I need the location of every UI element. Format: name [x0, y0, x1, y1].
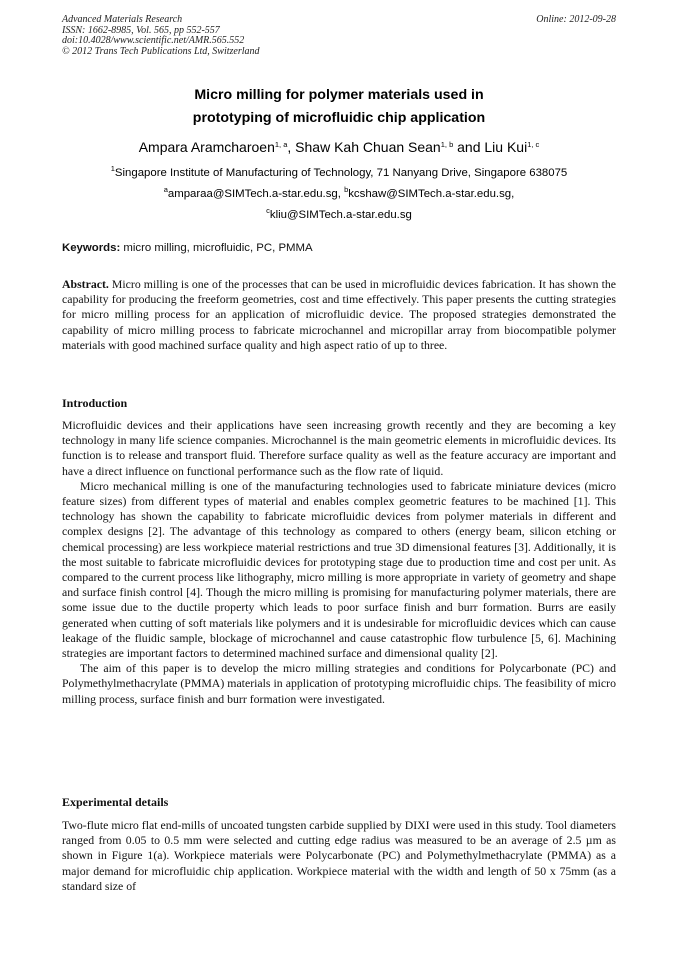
author-2: , Shaw Kah Chuan Sean	[287, 139, 441, 155]
author-2-sup: 1, b	[440, 140, 454, 149]
introduction-section	[62, 418, 616, 707]
institute-text: Singapore Institute of Manufacturing of Technology, 71 Nanyang Drive, Singapore 638075	[114, 167, 568, 179]
title-line-1: Micro milling for polymer materials used in	[194, 87, 484, 103]
email-c-sup: c	[266, 206, 270, 215]
email-a: amparaa@SIMTech.a-star.edu.sg,	[167, 188, 345, 200]
intro-paragraph-2: Micro mechanical milling is one of the manufacturing technologies used to fabricate miniature devices (micro feature sizes) from different types of material and enables complex geometric features to be machined [1]. This technology has shown the capability to fabricate microfluidic devices from polymer materials in different and complex designs [2]. The advantage of this technology as compared to others (energy beam, silicon etching or chemical processing) are less workpiece material restrictions and true 3D dimensional features [3]. Additionally, it is the most suitable to fabricate microfluidic devices for prototyping stage due to production time and cost per unit. As compared to the current process like lithography, micro milling is more appropriate in variety of geometry and shape and surface finish control [4]. Though the micro milling is promising for manufacturing polymer materials, there are some issue due to the ductile property which leads to poor surface finish and burr formation. Burrs are easily generated when cutting of soft materials like polymers and it is undesirable for microfluidic devices which can cause leakage of the fluidic sample, blockage of microchannel and cause catastrophic flow turbulence [5, 6]. Machining strategies are important factors to determined machined surface and dimensional quality [2].	[62, 478, 616, 661]
journal-copyright: © 2012 Trans Tech Publications Ltd, Switzerland	[62, 45, 260, 57]
experimental-section	[62, 818, 616, 894]
email-b: kcshaw@SIMTech.a-star.edu.sg,	[348, 188, 515, 200]
affiliation-email-c	[62, 205, 616, 226]
paper-title	[62, 84, 616, 130]
abstract-text: Micro milling is one of the processes that can be used in microfluidic devices fabrication. It has shown the capability for producing the freeform geometries, cost and time effectively. This paper presents the cutting strategies for micro milling process for an application of microfluidic device. The proposed strategies demonstrated the capability of micro milling process to fabricate microchannel and micropillar array from biocompatible polymer materials with good machined surface quality and high aspect ratio of up to three.	[62, 277, 616, 352]
intro-paragraph-3: The aim of this paper is to develop the micro milling strategies and conditions for Polycarbonate (PC) and Polymethylmethacrylate (PMMA) materials in application of prototyping microfluidic chips. The feasibility of micro milling process, surface finish and burr formation were investigated.	[62, 661, 616, 706]
experimental-heading: Experimental details	[62, 795, 169, 809]
email-a-sup: a	[163, 185, 168, 194]
author-3-sup: 1, c	[527, 140, 540, 149]
intro-paragraph-1: Microfluidic devices and their applications have seen increasing growth recently and they are becoming a key technology in many life science companies. Microchannel is the main geometric elements in microfluidic devices. Its function is to release and transport fluid. Therefore surface quality as well as the feature accuracy are important and have a direct influence on functional performance such as the flow rate of liquid.	[62, 418, 616, 478]
institute-sup: 1	[110, 164, 115, 173]
keywords-label: Keywords:	[62, 242, 121, 254]
experimental-paragraph-1: Two-flute micro flat end-mills of uncoated tungsten carbide supplied by DIXI were used in this study. Tool diameters ranged from 0.05 to 0.5 mm were selected and cutting edge radius was measured to be an average of 2.5 µm as shown in Figure 1(a). Workpiece materials were Polycarbonate (PC) and Polymethylmethacrylate (PMMA) as a major demand for microfluidic chip application. Workpiece material with the width and length of 50 x 75mm (as a standard size of	[62, 818, 616, 893]
affiliations	[62, 163, 616, 226]
author-list	[62, 138, 616, 156]
abstract-label: Abstract.	[62, 277, 109, 291]
email-b-sup: b	[344, 185, 349, 194]
email-c: kliu@SIMTech.a-star.edu.sg	[269, 209, 412, 221]
journal-issn: ISSN: 1662-8985, Vol. 565, pp 552-557	[62, 24, 220, 36]
affiliation-emails	[62, 184, 616, 205]
keywords-text: micro milling, microfluidic, PC, PMMA	[120, 242, 313, 254]
title-line-2: prototyping of microfluidic chip application	[192, 110, 486, 126]
introduction-heading: Introduction	[62, 396, 128, 410]
keywords	[62, 240, 616, 256]
author-3: and Liu Kui	[453, 139, 528, 155]
journal-doi: doi:10.4028/www.scientific.net/AMR.565.552	[62, 35, 245, 47]
affiliation-institute	[62, 163, 616, 184]
journal-name: Advanced Materials Research	[62, 14, 183, 25]
abstract-paragraph	[62, 277, 616, 353]
journal-header	[62, 15, 616, 57]
author-1: Ampara Aramcharoen	[138, 139, 275, 155]
abstract	[62, 277, 616, 353]
online-date: Online: 2012-09-28	[536, 14, 616, 25]
author-1-sup: 1, a	[274, 140, 288, 149]
